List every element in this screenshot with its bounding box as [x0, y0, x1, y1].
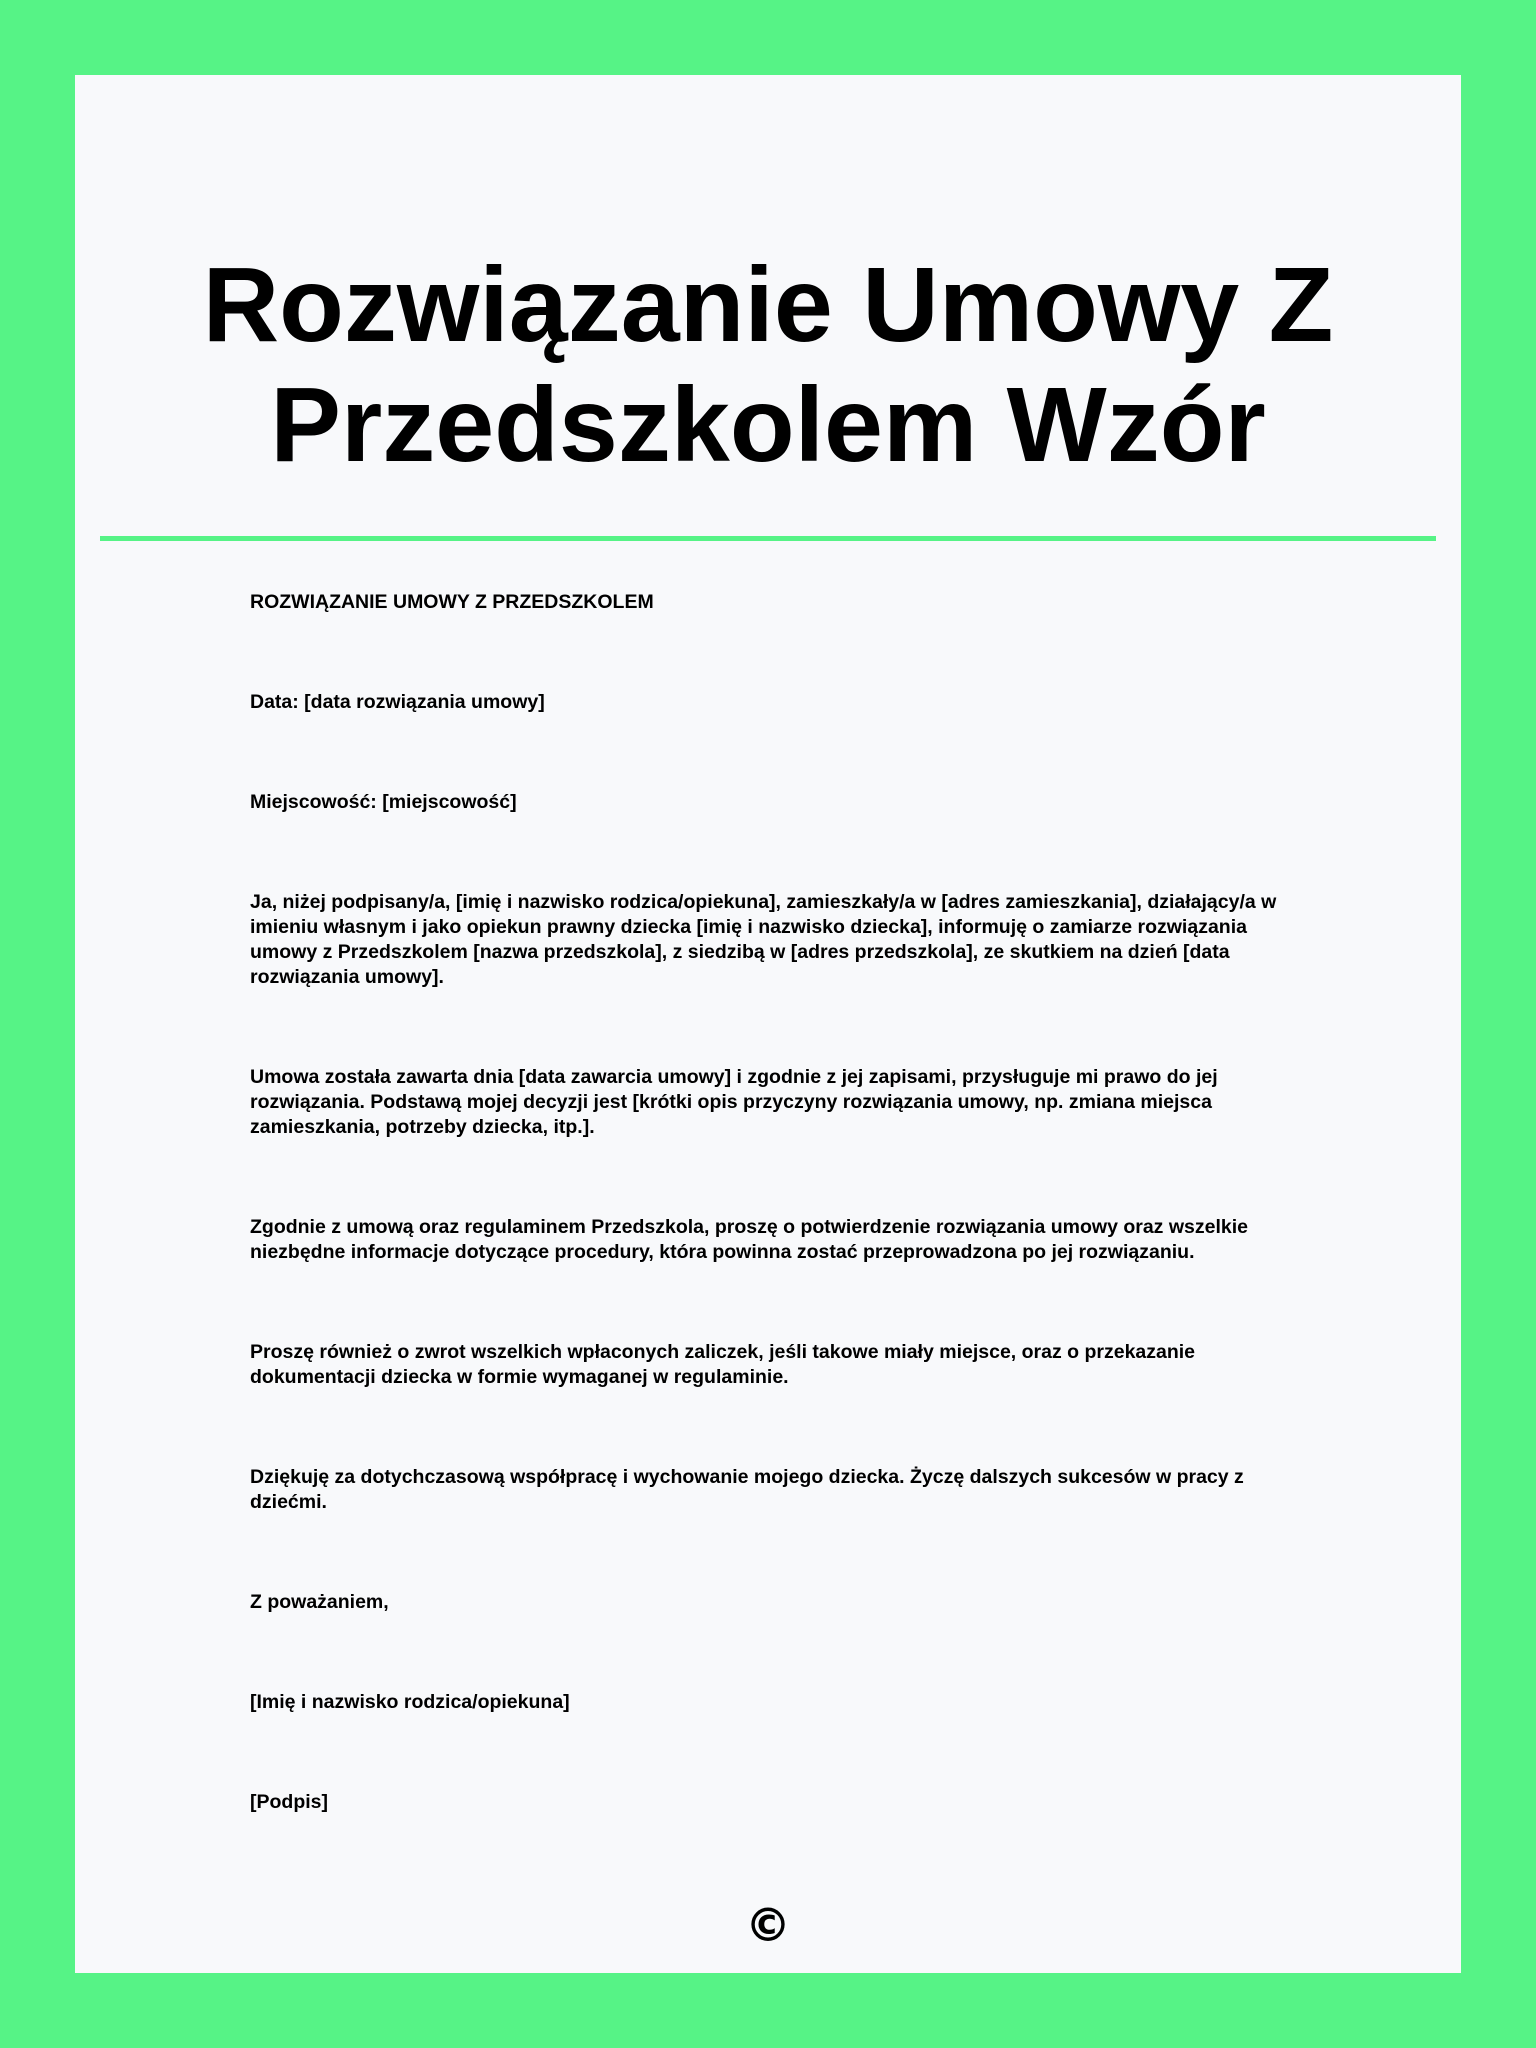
place-line: Miejscowość: [miejscowość] [250, 791, 517, 813]
copyright-icon: © [745, 1898, 791, 1952]
title-line-1: Rozwiązanie Umowy Z [202, 246, 1334, 364]
thanks-paragraph: Dziękuję za dotychczasową współpracę i wychowanie mojego dziecka. Życzę dalszych sukcesów w pracy z dziećmi. [250, 1466, 1244, 1513]
closing-line: Z poważaniem, [250, 1591, 389, 1613]
signature-line: [Podpis] [250, 1791, 328, 1813]
contract-paragraph: Umowa została zawarta dnia [data zawarcia umowy] i zgodnie z jej zapisami, przysługuje mi prawo do jej rozwiązania. Podstawą mojej decyzji jest [krótki opis przyczyny rozwiązania umowy, np. zmiana miejsca zamieszkania, potrzeby dziecka, itp.]. [250, 1066, 1218, 1138]
date-line: Data: [data rozwiązania umowy] [250, 691, 545, 713]
letter-heading: ROZWIĄZANIE UMOWY Z PRZEDSZKOLEM [250, 591, 654, 613]
request-paragraph: Zgodnie z umową oraz regulaminem Przedszkola, proszę o potwierdzenie rozwiązania umowy oraz wszelkie niezbędne informacje dotyczące procedury, która powinna zostać przeprowadzona po jej rozwiązaniu. [250, 1216, 1248, 1263]
title-line-2: Przedszkolem Wzór [270, 366, 1266, 484]
refund-paragraph: Proszę również o zwrot wszelkich wpłaconych zaliczek, jeśli takowe miały miejsce, oraz o przekazanie dokumentacji dziecka w formie wymaganej w regulaminie. [250, 1341, 1196, 1388]
signatory-name: [Imię i nazwisko rodzica/opiekuna] [250, 1691, 570, 1713]
document-title [0, 245, 1536, 485]
intro-paragraph: Ja, niżej podpisany/a, [imię i nazwisko rodzica/opiekuna], zamieszkały/a w [adres zamieszkania], działający/a w imieniu własnym i jako opiekun prawny dziecka [imię i nazwisko dziecka], informuję o zamiarze rozwiązania umowy z Przedszkolem [nazwa przedszkola], z siedzibą w [adres przedszkola], ze skutkiem na dzień [data rozwiązania umowy]. [250, 891, 1277, 988]
title-divider [100, 536, 1436, 541]
